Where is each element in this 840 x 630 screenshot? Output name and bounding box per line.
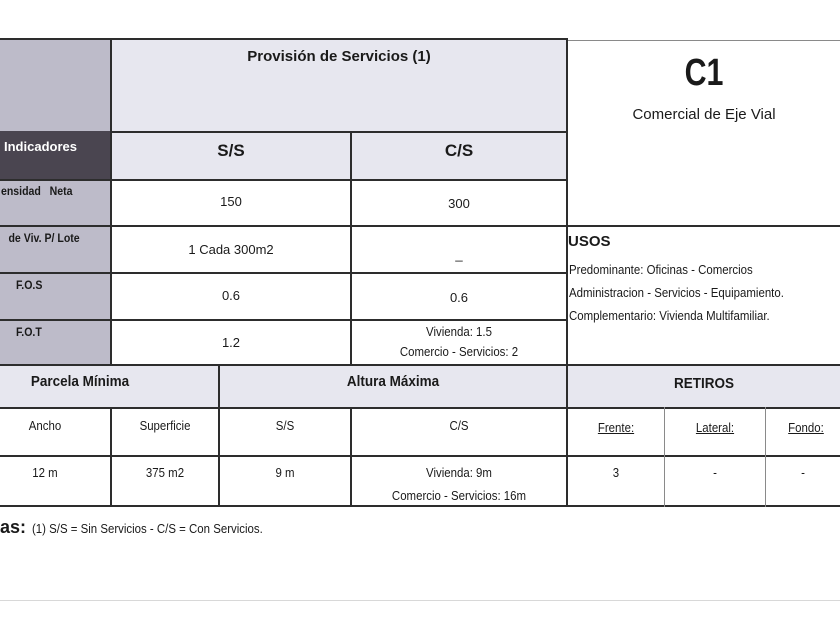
parcela-minima-title: Parcela Mínima	[30, 372, 130, 390]
ss-column-header: S/S	[217, 141, 245, 160]
zone-code: C1	[684, 51, 724, 94]
grid-line	[0, 179, 566, 181]
grid-line	[765, 407, 766, 507]
row-label-fos: F.O.S	[16, 278, 43, 292]
grid-line	[0, 407, 840, 409]
grid-line	[0, 272, 566, 274]
row-label-fot: F.O.T	[16, 325, 42, 339]
fot-cs-value-line2: Comercio - Servicios: 2	[399, 343, 519, 359]
altura-cs-value-line2: Comercio - Servicios: 16m	[391, 487, 527, 503]
cs-column-header: C/S	[444, 141, 474, 160]
row-label-densidad: ensidad Neta	[0, 184, 73, 198]
usos-title: USOS	[568, 232, 611, 250]
col-ancho: Ancho	[28, 417, 62, 433]
col-lateral: Lateral:	[695, 419, 735, 435]
altura-ss-value: 9 m	[275, 464, 295, 480]
frente-value: 3	[612, 464, 620, 480]
usos-complementario: Complementario: Vivienda Multifamiliar.	[569, 307, 770, 323]
grid-line	[0, 455, 840, 457]
densidad-ss-value: 150	[220, 193, 242, 209]
retiros-title: RETIROS	[673, 374, 735, 392]
zone-name: Comercial de Eje Vial	[632, 105, 776, 123]
grid-line	[566, 38, 568, 365]
col-frente: Frente:	[597, 419, 635, 435]
viviendas-ss-value: 1 Cada 300m2	[188, 241, 274, 257]
col-fondo: Fondo:	[788, 419, 824, 435]
fos-cs-value: 0.6	[449, 289, 469, 305]
fot-cs-value-line1: Vivienda: 1.5	[426, 323, 492, 339]
viviendas-cs-value: _	[455, 246, 463, 262]
grid-line	[566, 40, 840, 41]
altura-cs-value-line1: Vivienda: 9m	[426, 464, 492, 480]
superficie-value: 375 m2	[145, 464, 185, 480]
grid-line	[350, 407, 352, 507]
col-altura-cs: C/S	[449, 417, 469, 433]
indicators-header: Indicadores	[4, 138, 77, 154]
fot-ss-value: 1.2	[221, 334, 241, 350]
row-label-viviendas-lote: de Viv. P/ Lote	[8, 231, 80, 245]
grid-line	[0, 38, 566, 40]
note-prefix: as:	[0, 516, 27, 537]
col-altura-ss: S/S	[275, 417, 295, 433]
grid-line	[566, 365, 568, 507]
grid-line	[0, 319, 566, 321]
fos-ss-value: 0.6	[221, 287, 241, 303]
lateral-value: -	[713, 464, 717, 480]
grid-line	[664, 407, 665, 507]
indicator-column-top	[0, 38, 110, 131]
note-text: (1) S/S = Sin Servicios - C/S = Con Servicios.	[32, 520, 263, 536]
ancho-value: 12 m	[32, 464, 58, 480]
page-divider	[0, 600, 840, 601]
col-superficie: Superficie	[139, 417, 191, 433]
grid-line	[110, 407, 112, 507]
densidad-cs-value: 300	[448, 195, 470, 211]
altura-maxima-title: Altura Máxima	[346, 372, 440, 390]
grid-line	[0, 364, 840, 366]
provision-title: Provisión de Servicios (1)	[247, 47, 431, 65]
usos-predominante: Predominante: Oficinas - Comercios	[569, 261, 753, 277]
usos-administracion: Administracion - Servicios - Equipamiento.	[569, 284, 784, 300]
grid-line	[0, 225, 840, 227]
fondo-value: -	[801, 464, 805, 480]
grid-line	[0, 505, 840, 507]
grid-line	[218, 365, 220, 507]
